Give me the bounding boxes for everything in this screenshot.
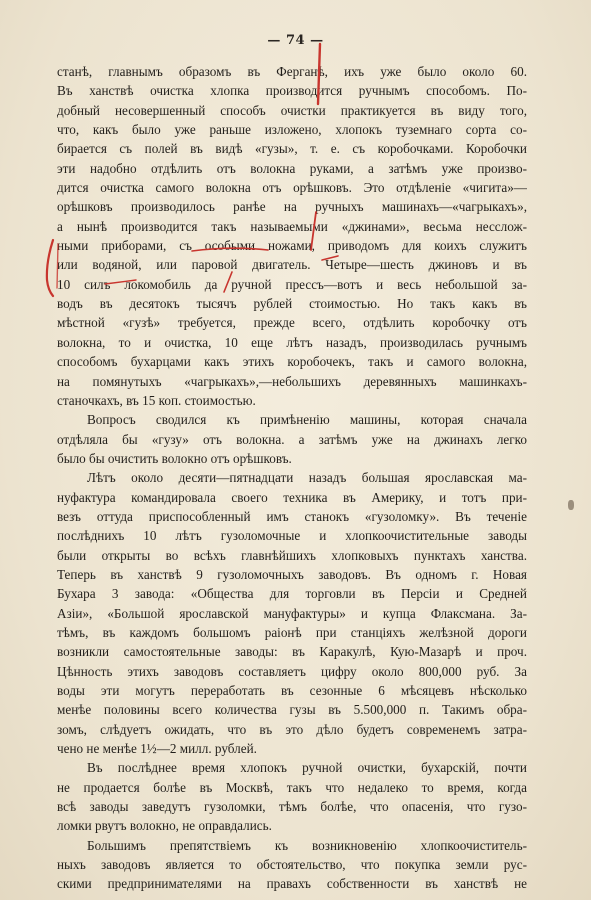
text-line: что, какъ было уже раньше изложено, хлопокъ туземнаго сорта со- <box>57 122 527 138</box>
text-line: дится очистка самого волокна отъ орѣшковъ. Это отдѣленіе «чигита»— <box>57 180 527 196</box>
text-line: послѣднихъ 10 лѣтъ гузоломочные и хлопкоочистительные заводы <box>57 528 527 544</box>
text-line: воды эти могутъ переработать въ сезонные 6 мѣсяцевъ нѣсколько <box>57 683 527 698</box>
text-line: были открыты во всѣхъ главнѣйшихъ хлопковыхъ пунктахъ ханства. <box>57 547 527 563</box>
text-line: бирается съ полей въ видѣ «гузы», т. е. съ коробочками. Коробочки <box>57 141 527 157</box>
text-line: Азіи», «Большой ярославской мануфактуры» и купца Флаксмана. За- <box>57 605 527 621</box>
text-line: тѣмъ, въ каждомъ большомъ раіонѣ при станціяхъ желѣзной дороги <box>57 624 527 640</box>
text-line: Большимъ препятствіемъ къ возникновенію хлопкоочиститель- <box>87 837 527 853</box>
text-line: водъ въ десятокъ тысячъ рублей стоимостью. Но такъ какъ въ <box>57 296 527 312</box>
text-line: всѣ заводы заведутъ гузоломки, тѣмъ болѣе, что опасенія, что гузо- <box>57 799 527 815</box>
page-number: — 74 — <box>267 33 324 48</box>
text-line: скими предпринимателями на правахъ собственности въ ханствѣ не <box>57 876 527 892</box>
text-line: ными приборами, съ особыми ножами, приводомъ для коихъ служитъ <box>57 238 527 254</box>
text-line: станочкахъ, въ 15 коп. стоимостью. <box>57 392 256 408</box>
text-line: отдѣляла бы «гузу» отъ волокна. а затѣмъ уже на джинахъ легко <box>57 431 527 447</box>
text-line: нуфактура командировала своего техника въ Америку, и тотъ при- <box>57 489 527 505</box>
margin-bracket-mark <box>47 240 53 296</box>
text-line: чено не менѣе 1½—2 милл. рублей. <box>57 741 257 757</box>
text-line: Бухара 3 завода: «Общества для торговли въ Персіи и Средней <box>57 586 527 602</box>
text-line: не продается болѣе въ Москвѣ, такъ что недалеко то время, когда <box>57 779 527 795</box>
text-line: на помянутыхъ «чагрыкахъ»,—небольшихъ деревянныхъ машинкахъ- <box>57 373 527 389</box>
text-line: возникли самостоятельные заводы: въ Каракулѣ, Кую-Мазарѣ и проч. <box>57 644 527 660</box>
ink-speck <box>568 500 574 510</box>
text-line: станѣ, главнымъ образомъ въ Ферганѣ, ихъ уже было около 60. <box>57 64 527 79</box>
text-line: ломки рвутъ волокно, не оправдались. <box>57 818 272 834</box>
text-line: волокна, то и очистка, 10 еще лѣтъ назадъ, производилась ручнымъ <box>57 334 527 350</box>
text-line: Теперь въ ханствѣ 9 гузоломочныхъ заводовъ. Въ одномъ г. Новая <box>57 566 527 582</box>
text-line: добный несовершенный способъ очистки практикуется въ виду того, <box>57 102 527 118</box>
text-line: 10 силъ локомобиль да ручной прессъ—вотъ и весь небольшой за- <box>57 276 527 292</box>
text-line: Въ послѣднее время хлопокъ ручной очистки, бухарскій, почти <box>87 760 527 776</box>
text-line: Лѣтъ около десяти—пятнадцати назадъ большая ярославская ма- <box>87 470 527 486</box>
text-line: Въ ханствѣ очистка хлопка производится ручнымъ способомъ. По- <box>57 83 527 99</box>
text-line: эти надобно отдѣлить отъ волокна руками, а затѣмъ уже произво- <box>57 160 527 176</box>
text-line: или водяной, или паровой двигатель. Четыре—шесть джиновъ и въ <box>57 257 527 273</box>
text-line: орѣшковъ производилось ранѣе на ручныхъ машинахъ—«чагрыкахъ», <box>57 199 527 215</box>
text-line: ныхъ заводовъ является то обстоятельство, что покупка земли рус- <box>57 857 527 873</box>
text-line: было бы очистить волокно отъ орѣшковъ. <box>57 450 292 466</box>
text-line: Вопросъ сводился къ примѣненію машины, которая сначала <box>87 412 527 428</box>
text-line: а нынѣ производится такъ называемыми «джинами», весьма несслож- <box>57 218 527 234</box>
text-line: везъ оттуда приспособленный имъ станокъ «гузоломку». Въ теченіе <box>57 508 527 524</box>
body-text <box>57 62 527 894</box>
text-line: менѣе половины всего количества гузы въ 5.500,000 п. Такимъ обра- <box>57 702 527 718</box>
text-line: Цѣнность этихъ заводовъ составляетъ цифру около 800,000 руб. За <box>57 663 527 679</box>
text-line: способомъ бухарцами какъ этихъ коробочекъ, такъ и самого волокна, <box>57 354 527 370</box>
text-line: мѣстной «гузѣ» требуется, прежде всего, отдѣлить коробочку отъ <box>57 315 527 331</box>
text-line: зомъ, слѣдуетъ ожидать, что въ это дѣло будетъ современемъ затра- <box>57 721 527 737</box>
